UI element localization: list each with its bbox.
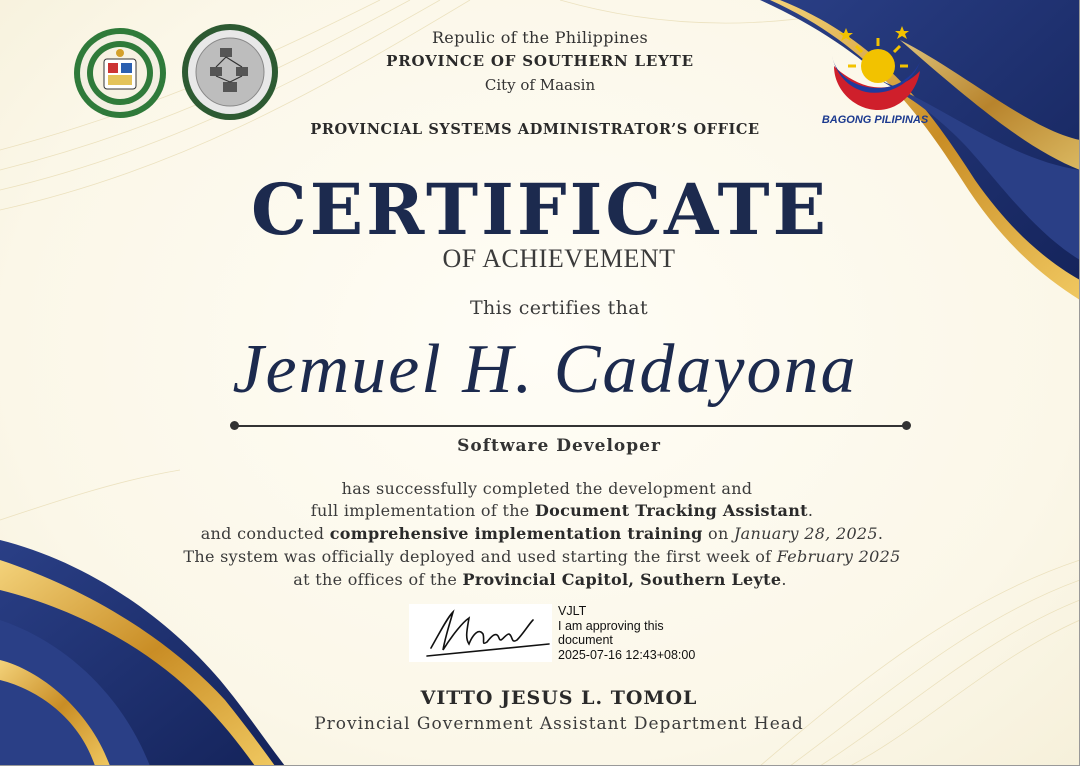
training-text: comprehensive implementation training [329, 524, 703, 543]
body-line-3: and conducted comprehensive implementation training on January 28, 2025. [200, 524, 884, 543]
province-line: PROVINCE OF SOUTHERN LEYTE [386, 52, 694, 70]
handwritten-signature [409, 604, 552, 662]
underline-dot-left [230, 421, 239, 430]
body-line-5: at the offices of the Provincial Capitol, Southern Leyte. [293, 570, 787, 589]
signer-name: VITTO JESUS L. TOMOL [420, 687, 698, 709]
body-line-1: has successfully completed the development and [341, 479, 753, 498]
body-line-4: The system was officially deployed and used starting the first week of February 2025 [183, 547, 901, 566]
certificate-title: CERTIFICATE [251, 168, 829, 251]
signature-note-1: I am approving this [558, 618, 664, 633]
training-date: January 28, 2025 [733, 524, 878, 543]
signature-note-2: document [558, 633, 613, 647]
signer-title: Provincial Government Assistant Department Head [314, 714, 804, 734]
certifies-text: This certifies that [469, 297, 649, 319]
recipient-name: Jemuel H. Cadayona [232, 331, 858, 408]
system-name: Document Tracking Assistant [534, 501, 808, 520]
deploy-location: Provincial Capitol, Southern Leyte [462, 570, 782, 589]
office-name: PROVINCIAL SYSTEMS ADMINISTRATOR’S OFFICE [310, 121, 760, 138]
digital-signature-stamp [558, 604, 695, 662]
underline-dot-right [902, 421, 911, 430]
deploy-date: February 2025 [776, 547, 901, 566]
republic-line: Repulic of the Philippines [431, 28, 649, 47]
signature-timestamp: 2025-07-16 12:43+08:00 [558, 647, 696, 662]
body-line-2: full implementation of the Document Tracking Assistant. [310, 501, 814, 520]
bagong-pilipinas-label: BAGONG PILIPINAS [821, 114, 929, 126]
recipient-role: Software Developer [457, 436, 661, 456]
signature-initials: VJLT [558, 604, 587, 618]
name-underline [234, 425, 906, 427]
city-line: City of Maasin [484, 76, 596, 94]
certificate-subtitle: OF ACHIEVEMENT [442, 244, 676, 273]
